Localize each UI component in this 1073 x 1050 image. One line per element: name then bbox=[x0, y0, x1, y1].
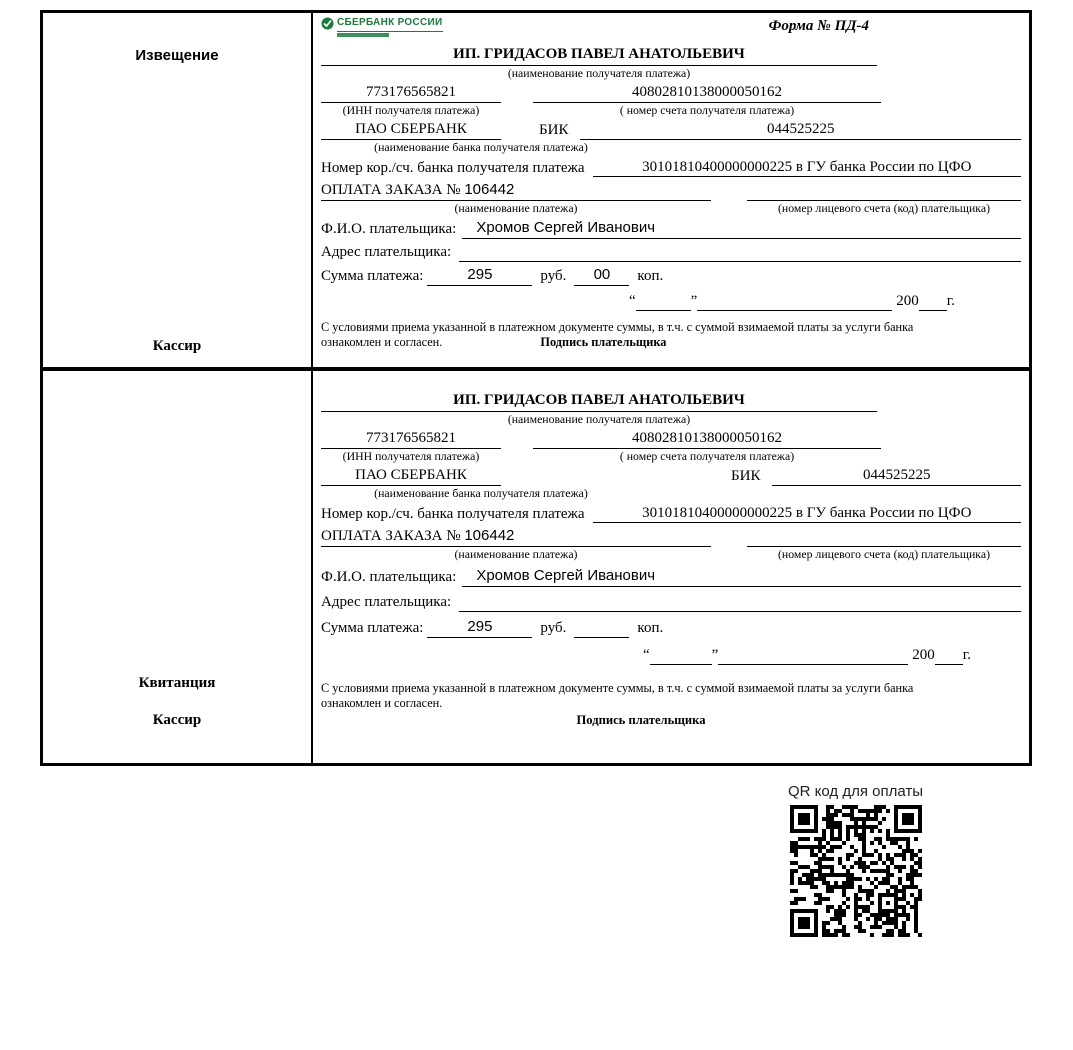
purpose-field bbox=[321, 527, 711, 547]
fio-value: Хромов Сергей Иванович bbox=[476, 219, 656, 237]
logo-tagline-bar bbox=[337, 33, 389, 37]
purpose-caption: (наименование платежа) bbox=[454, 547, 578, 562]
year-suffix: г. bbox=[962, 646, 971, 663]
purpose-label: ОПЛАТА ЗАКАЗА № bbox=[321, 528, 461, 545]
fio-value: Хромов Сергей Иванович bbox=[476, 567, 656, 585]
payee-caption: (наименование получателя платежа) bbox=[507, 65, 691, 80]
logo-bank-name: СБЕРБАНК РОССИИ bbox=[337, 17, 443, 32]
form-number-label: Форма № ПД-4 bbox=[768, 18, 869, 34]
terms-line2: ознакомлен и согласен. bbox=[321, 334, 443, 349]
personal-account-caption: (номер лицевого счета (код) плательщика) bbox=[777, 547, 991, 562]
purpose-label: ОПЛАТА ЗАКАЗА № bbox=[321, 182, 461, 199]
purpose-field bbox=[321, 181, 711, 201]
account-value: 40802810138000050162 bbox=[632, 83, 782, 100]
account-caption: ( номер счета получателя платежа) bbox=[619, 448, 795, 463]
sum-rub-field bbox=[427, 266, 532, 286]
kop-label: коп. bbox=[637, 268, 664, 285]
bik-label: БИК bbox=[731, 467, 761, 484]
notice-form-body bbox=[313, 13, 1029, 367]
notice-section bbox=[43, 13, 1029, 367]
rub-label: руб. bbox=[540, 268, 567, 285]
qr-section bbox=[773, 783, 938, 941]
date-line bbox=[321, 292, 1021, 311]
inn-field bbox=[321, 83, 501, 103]
address-field bbox=[459, 243, 1021, 262]
personal-account-field bbox=[747, 528, 1021, 547]
bank-name: ПАО СБЕРБАНК bbox=[355, 466, 467, 483]
quote-close: ” bbox=[690, 292, 698, 309]
purpose-number: 106442 bbox=[464, 181, 515, 199]
bank-name-field bbox=[321, 466, 501, 486]
sum-kop-value: 00 bbox=[593, 266, 611, 284]
terms-block bbox=[321, 320, 1021, 351]
terms-line1: С условиями приема указанной в платежном документе суммы, в т.ч. с суммой взимаемой платы за услуги банка bbox=[321, 680, 914, 695]
sum-label: Сумма платежа: bbox=[321, 268, 424, 285]
date-day-blank bbox=[650, 650, 712, 665]
year-prefix: 200 bbox=[896, 292, 919, 309]
payee-caption: (наименование получателя платежа) bbox=[507, 411, 691, 426]
inn-value: 773176565821 bbox=[366, 83, 456, 100]
inn-caption: (ИНН получателя платежа) bbox=[342, 102, 480, 117]
receipt-stub bbox=[43, 371, 313, 763]
corr-label: Номер кор./сч. банка получателя платежа bbox=[321, 505, 585, 522]
terms-block bbox=[321, 681, 1021, 729]
fio-label: Ф.И.О. плательщика: bbox=[321, 221, 457, 238]
bank-caption: (наименование банка получателя платежа) bbox=[374, 139, 588, 154]
year-prefix: 200 bbox=[912, 646, 935, 663]
notice-stub bbox=[43, 13, 313, 367]
corr-label: Номер кор./сч. банка получателя платежа bbox=[321, 159, 585, 176]
signature-label: Подпись плательщика bbox=[540, 334, 667, 349]
rub-label: руб. bbox=[540, 620, 567, 637]
corr-field bbox=[593, 158, 1021, 178]
payee-name: ИП. ГРИДАСОВ ПАВЕЛ АНАТОЛЬЕВИЧ bbox=[453, 392, 745, 408]
quote-close: ” bbox=[711, 646, 719, 663]
receipt-form-body bbox=[313, 371, 1029, 763]
kop-label: коп. bbox=[637, 620, 664, 637]
signature-label: Подпись плательщика bbox=[576, 713, 706, 728]
payee-name-field bbox=[321, 45, 877, 66]
account-caption: ( номер счета получателя платежа) bbox=[619, 102, 795, 117]
corr-value: 30101810400000000225 в ГУ банка России по ЦФО bbox=[642, 158, 972, 175]
purpose-caption: (наименование платежа) bbox=[454, 201, 578, 216]
inn-field bbox=[321, 429, 501, 449]
inn-value: 773176565821 bbox=[366, 429, 456, 446]
receipt-label: Квитанция bbox=[138, 675, 216, 691]
sum-kop-field bbox=[574, 266, 629, 286]
address-field bbox=[459, 593, 1021, 612]
payee-name: ИП. ГРИДАСОВ ПАВЕЛ АНАТОЛЬЕВИЧ bbox=[453, 46, 745, 62]
sum-rub-value: 295 bbox=[467, 618, 493, 636]
payee-name-field bbox=[321, 391, 877, 412]
quote-open: “ bbox=[642, 646, 650, 663]
inn-caption: (ИНН получателя платежа) bbox=[342, 448, 480, 463]
personal-account-caption: (номер лицевого счета (код) плательщика) bbox=[777, 201, 991, 216]
fio-label: Ф.И.О. плательщика: bbox=[321, 569, 457, 586]
sum-kop-field bbox=[574, 619, 629, 638]
bik-field bbox=[772, 466, 1021, 486]
receipt-section bbox=[43, 367, 1029, 763]
address-label: Адрес плательщика: bbox=[321, 244, 452, 261]
year-blank bbox=[935, 650, 963, 665]
sum-rub-field bbox=[427, 618, 532, 638]
account-field bbox=[533, 429, 881, 449]
notice-cashier-label: Кассир bbox=[152, 338, 202, 354]
sberbank-logo-icon bbox=[321, 17, 334, 30]
qr-label: QR код для оплаты bbox=[787, 783, 923, 800]
date-day-blank bbox=[636, 296, 691, 311]
corr-value: 30101810400000000225 в ГУ банка России по ЦФО bbox=[642, 504, 972, 521]
bank-name-field bbox=[321, 120, 501, 140]
receipt-cashier-label: Кассир bbox=[152, 712, 202, 728]
account-field bbox=[533, 83, 881, 103]
year-blank bbox=[919, 296, 947, 311]
bank-caption: (наименование банка получателя платежа) bbox=[374, 485, 588, 500]
fio-field bbox=[462, 567, 1021, 587]
bik-value: 044525225 bbox=[766, 120, 835, 137]
terms-line1: С условиями приема указанной в платежном документе суммы, в т.ч. с суммой взимаемой платы за услуги банка bbox=[321, 319, 914, 334]
payment-document bbox=[40, 10, 1032, 766]
notice-label: Извещение bbox=[135, 47, 219, 64]
sum-rub-value: 295 bbox=[467, 266, 493, 284]
account-value: 40802810138000050162 bbox=[632, 429, 782, 446]
bank-name: ПАО СБЕРБАНК bbox=[355, 120, 467, 137]
sberbank-logo bbox=[321, 17, 443, 37]
bik-label: БИК bbox=[539, 121, 569, 138]
address-label: Адрес плательщика: bbox=[321, 594, 452, 611]
purpose-number: 106442 bbox=[464, 527, 515, 545]
year-suffix: г. bbox=[946, 292, 955, 309]
fio-field bbox=[462, 219, 1021, 239]
date-month-blank bbox=[697, 296, 892, 311]
terms-line2: ознакомлен и согласен. bbox=[321, 695, 443, 710]
qr-code bbox=[790, 805, 922, 937]
sum-label: Сумма платежа: bbox=[321, 620, 424, 637]
bik-value: 044525225 bbox=[862, 466, 931, 483]
date-line bbox=[321, 646, 1021, 665]
bik-field bbox=[580, 120, 1021, 140]
quote-open: “ bbox=[628, 292, 636, 309]
personal-account-field bbox=[747, 182, 1021, 201]
corr-field bbox=[593, 504, 1021, 524]
date-month-blank bbox=[718, 650, 908, 665]
